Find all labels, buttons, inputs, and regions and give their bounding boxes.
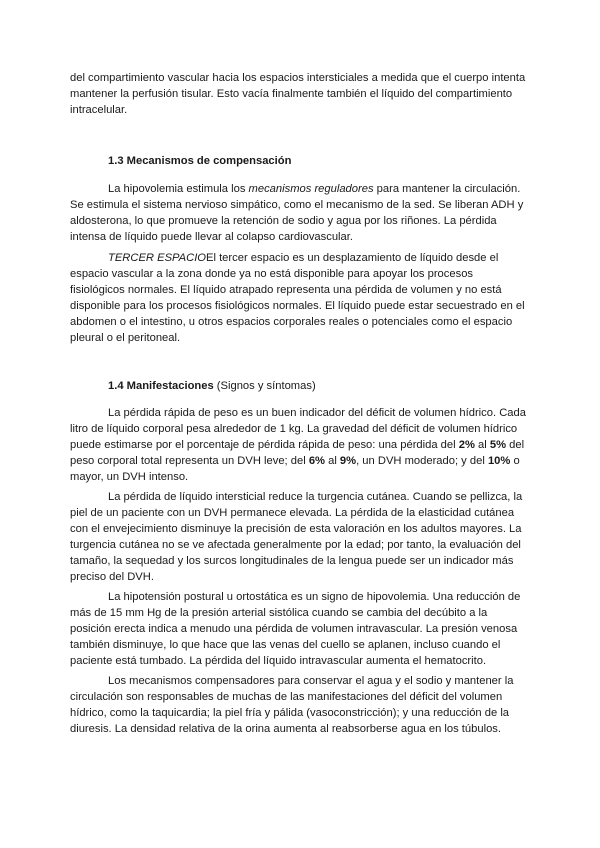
section-title-1-4: 1.4 Manifestaciones <box>108 380 214 392</box>
mecanismos-reguladores-term: mecanismos reguladores <box>248 183 374 195</box>
tercer-espacio-term: TERCER ESPACIO <box>108 252 207 264</box>
section-heading-1-3 <box>108 153 291 169</box>
paragraph-tercer-espacio <box>70 250 526 347</box>
paragraph-hipotension <box>70 589 526 669</box>
text-segment: del peso corporal total representa un DVH leve; del <box>70 439 525 468</box>
text-segment: al <box>474 439 490 452</box>
paragraph-compensadores <box>70 673 526 737</box>
percent-value: 6% <box>308 455 325 468</box>
text-segment: La pérdida rápida de peso es un buen indicador del déficit de volumen hídrico. Cada litro de líquido corporal pesa alrededor de 1 kg. La gravedad del déficit de volumen hídrico puede estimarse por el porcentaje de pérdida rápida de peso: una pérdida del <box>70 407 526 452</box>
paragraph-hipovolemia-pre: La hipovolemia estimula los <box>108 183 249 195</box>
paragraph-hipotension-text: La hipotensión postural u ortostática es un signo de hipovolemia. Una reducción de más de 15 mm Hg de la presión arterial sistólica cuando se cambia del decúbito a la posición erecta indica a menudo una pérdida de volumen intravascular. La presión venosa también disminuye, lo que hace que las venas del cuello se aplanen, incluso cuando el paciente está tumbado. La pérdida del líquido intravascular aumenta el hematocrito. <box>70 591 521 668</box>
section-title-1-3: 1.3 Mecanismos de compensación <box>108 155 292 167</box>
paragraph-hipovolemia <box>70 181 526 245</box>
percent-value: 10% <box>487 455 511 468</box>
percent-value: 9% <box>339 455 357 468</box>
section-heading-1-4 <box>108 378 316 394</box>
text-segment: al <box>324 455 340 468</box>
paragraph-intro <box>70 70 526 118</box>
percent-value: 2% <box>458 439 475 452</box>
paragraph-compensadores-text: Los mecanismos compensadores para conservar el agua y el sodio y mantener la circulación son responsables de muchas de las manifestaciones del déficit del volumen hídrico, como la taquicardia; la piel fría y pálida (vasoconstricción); y una reducción de la diuresis. La densidad relativa de la orina aumenta al reabsorberse agua en los túbulos. <box>70 675 514 736</box>
paragraph-turgencia-text: La pérdida de líquido intersticial reduce la turgencia cutánea. Cuando se pellizca, la piel de un paciente con un DVH permanece elevada. La pérdida de la elasticidad cutánea con el envejecimiento disminuye la precisión de esta valoración en los adultos mayores. La turgencia cutánea no se ve afectada generalmente por la edad; por tanto, la evaluación del tamaño, la sequedad y los surcos longitudinales de la lengua puede ser un indicador más preciso del DVH. <box>70 491 523 584</box>
section-subtitle-1-4: (Signos y síntomas) <box>213 380 316 392</box>
percent-value: 5% <box>489 439 507 452</box>
paragraph-perdida-peso <box>70 405 526 485</box>
paragraph-turgencia <box>70 489 526 586</box>
paragraph-intro-text: del compartimiento vascular hacia los espacios intersticiales a medida que el cuerpo intenta mantener la perfusión tisular. Esto vacía finalmente también el líquido del compartimiento intracelular. <box>70 72 526 117</box>
text-segment: o mayor, un DVH intenso. <box>70 455 520 484</box>
paragraph-tercer-espacio-text: El tercer espacio es un desplazamiento de líquido desde el espacio vascular a la zona donde ya no está disponible para apoyar los procesos fisiológicos normales. El líquido atrapado representa una pérdida de volumen y no está disponible para los procesos fisiológicos normales. El líquido puede estar secuestrado en el abdomen o el intestino, u otros espacios corporales reales o potenciales como el espacio pleural o el peritoneal. <box>70 252 525 345</box>
paragraph-hipovolemia-post: para mantener la circulación. Se estimula el sistema nervioso simpático, como el mecanismo de la sed. Se liberan ADH y aldosterona, lo que promueve la retención de sodio y agua por los riñones. La pérdida intensa de líquido puede llevar al colapso cardiovascular. <box>70 183 524 244</box>
text-segment: , un DVH moderado; y del <box>356 455 488 468</box>
